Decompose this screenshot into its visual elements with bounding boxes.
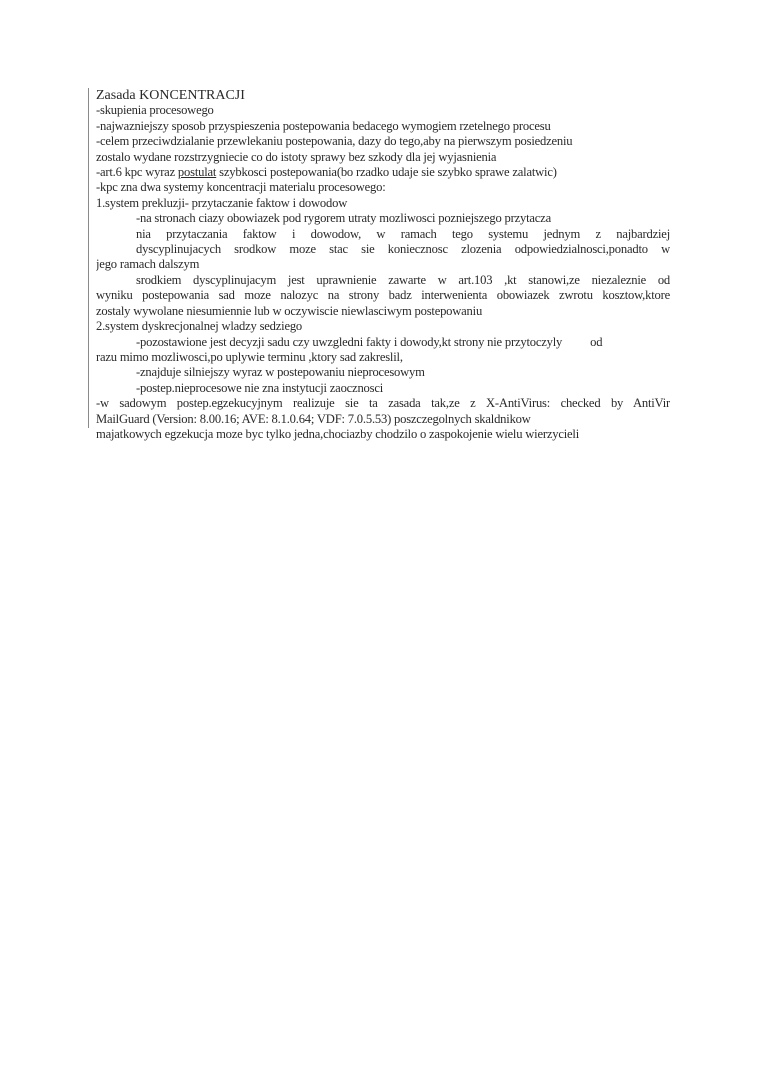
text-line: zostalo wydane rozstrzygniecie co do istoty sprawy bez szkody dla jej wyjasnienia bbox=[96, 149, 497, 164]
art-rest: szybkosci postepowania(bo rzadko udaje sie szybko sprawe zalatwic) bbox=[219, 165, 557, 180]
text-line: -najwazniejszy sposob przyspieszenia postepowania bedacego wymogiem rzetelnego procesu bbox=[96, 118, 551, 133]
text-fragment: dyscyplinujacych srodkow moze stac sie koniecznosc zlozenia bbox=[136, 242, 502, 257]
text-fragment: niezaleznie bbox=[591, 272, 647, 287]
text-line: razu mimo mozliwosci,po uplywie terminu ,ktory sad zakreslil, bbox=[96, 349, 403, 364]
art-prefix: -art.6 kpc wyraz bbox=[96, 165, 175, 180]
text-fragment: w bbox=[661, 242, 670, 257]
document-title: Zasada KONCENTRACJI bbox=[96, 88, 245, 103]
text-line: -postep.nieprocesowe nie zna instytucji zaocznosci bbox=[136, 380, 384, 395]
underlined-word: postulat bbox=[177, 165, 217, 180]
text-line: -celem przeciwdzialanie przewlekaniu postepowania, dazy do tego,aby na pierwszym posiedzeniu bbox=[96, 134, 573, 149]
text-fragment: od bbox=[657, 272, 670, 287]
text-line: -znajduje silniejszy wyraz w postepowaniu nieprocesowym bbox=[136, 365, 425, 380]
text-fragment: -pozostawione jest decyzji sadu czy uwzgledni fakty i dowody,kt strony nie przytoczyly bbox=[136, 334, 563, 349]
text-line: -kpc zna dwa systemy koncentracji materialu procesowego: bbox=[96, 180, 386, 195]
text-fragment: srodkiem dyscyplinujacym jest uprawnienie zawarte w art.103 ,kt stanowi,ze bbox=[136, 272, 580, 287]
text-fragment: wyniku postepowania sad moze nalozyc na strony badz interwenienta obowiazek zwrotu bbox=[96, 288, 593, 303]
text-line: MailGuard (Version: 8.00.16; AVE: 8.1.0.64; VDF: 7.0.5.53) poszczegolnych skaldnikow bbox=[96, 411, 531, 426]
text-fragment: od bbox=[590, 334, 603, 349]
text-fragment: kosztow,ktore bbox=[602, 288, 670, 303]
text-line: -skupienia procesowego bbox=[96, 103, 214, 118]
text-line bbox=[96, 273, 670, 288]
text-line bbox=[96, 288, 670, 303]
document-body bbox=[96, 88, 670, 442]
text-line: 1.system prekluzji- przytaczanie faktow i dowodow bbox=[96, 195, 348, 210]
text-line bbox=[96, 242, 670, 257]
text-fragment: odpowiedzialnosci,ponadto bbox=[514, 242, 648, 257]
text-line: jego ramach dalszym bbox=[96, 257, 200, 272]
margin-line bbox=[88, 88, 89, 428]
text-line-art bbox=[96, 165, 670, 180]
text-line: majatkowych egzekucja moze byc tylko jedna,chociazby chodzilo o zaspokojenie wielu wierzycieli bbox=[96, 426, 580, 441]
text-line: 2.system dyskrecjonalnej wladzy sedziego bbox=[96, 319, 303, 334]
text-line: -na stronach ciazy obowiazek pod rygorem utraty mozliwosci pozniejszego przytacza bbox=[136, 211, 551, 226]
text-line bbox=[96, 335, 670, 350]
text-line: -w sadowym postep.egzekucyjnym realizuje sie ta zasada tak,ze z X-AntiVirus: checked by AntiVir bbox=[96, 396, 670, 411]
text-line: zostaly wywolane niesumiennie lub w oczywiscie niewlasciwym postepowaniu bbox=[96, 303, 483, 318]
text-line: nia przytaczania faktow i dowodow, w ramach tego systemu jednym z najbardziej bbox=[136, 226, 670, 241]
